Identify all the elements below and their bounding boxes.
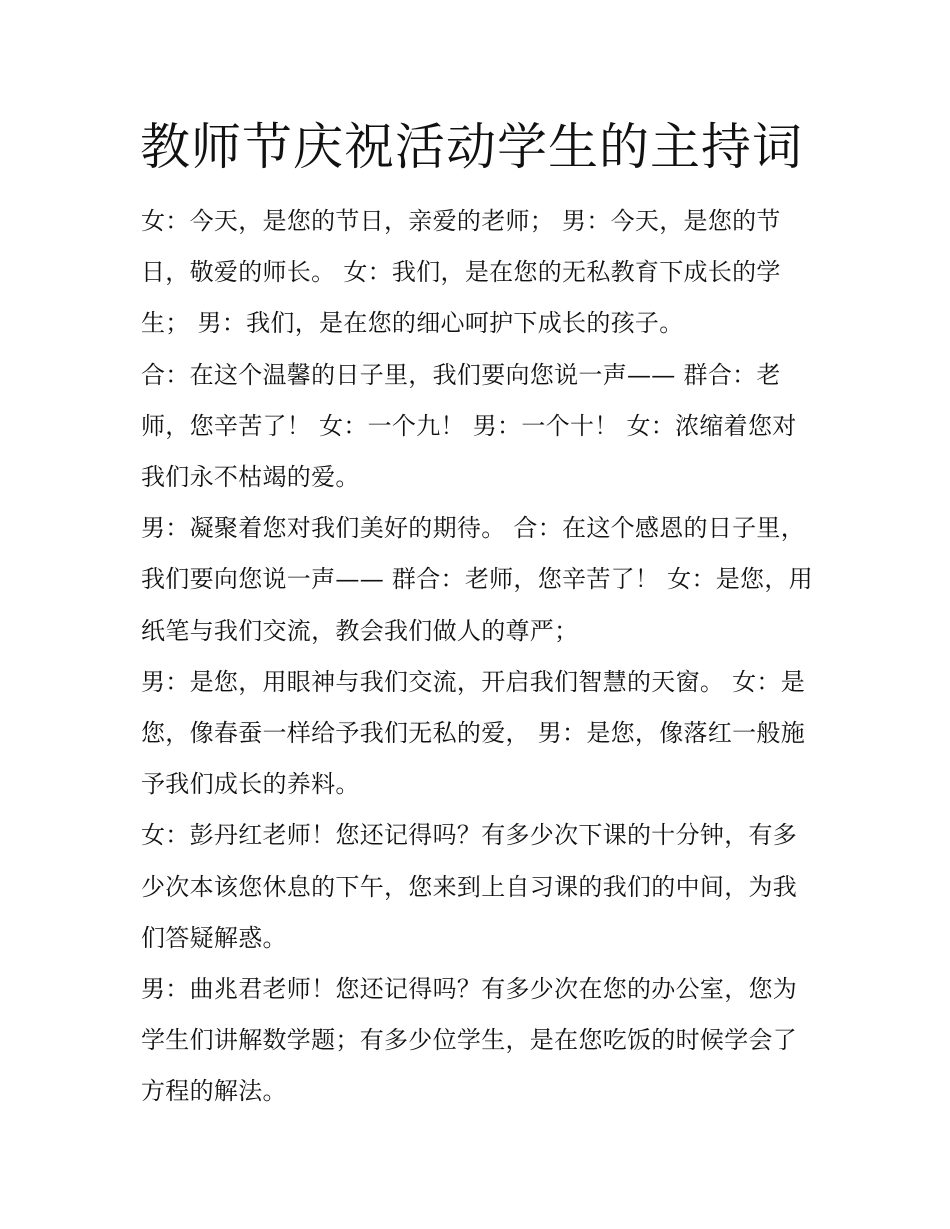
page-title: 教师节庆祝活动学生的主持词 [140, 118, 803, 176]
paragraph-3: 男：凝聚着您对我们美好的期待。 合：在这个感恩的日子里，我们要向您说一声—— 群合：老师，您辛苦了！ 女：是您，用纸笔与我们交流，教会我们做人的尊严； [141, 514, 813, 645]
paragraph-5: 女：彭丹红老师！您还记得吗？有多少次下课的十分钟，有多少次本该您休息的下午，您来到上自习课的我们的中间，为我们答疑解惑。 [141, 821, 798, 952]
paragraph-2: 合：在这个温馨的日子里，我们要向您说一声—— 群合：老师，您辛苦了！ 女：一个九！ 男：一个十！ 女：浓缩着您对我们永不枯竭的爱。 [141, 360, 797, 492]
document-body [141, 196, 813, 1118]
paragraph-6: 男：曲兆君老师！您还记得吗？有多少次在您的办公室，您为学生们讲解数学题；有多少位学生，是在您吃饭的时候学会了方程的解法。 [141, 975, 798, 1106]
paragraph-4: 男：是您，用眼神与我们交流，开启我们智慧的天窗。 女：是您，像春蚕一样给予我们无私的爱， 男：是您，像落红一般施予我们成长的养料。 [141, 667, 806, 799]
paragraph-1: 女：今天，是您的节日，亲爱的老师； 男：今天，是您的节日，敬爱的师长。 女：我们，是在您的无私教育下成长的学生； 男：我们，是在您的细心呵护下成长的孩子。 [141, 207, 781, 338]
